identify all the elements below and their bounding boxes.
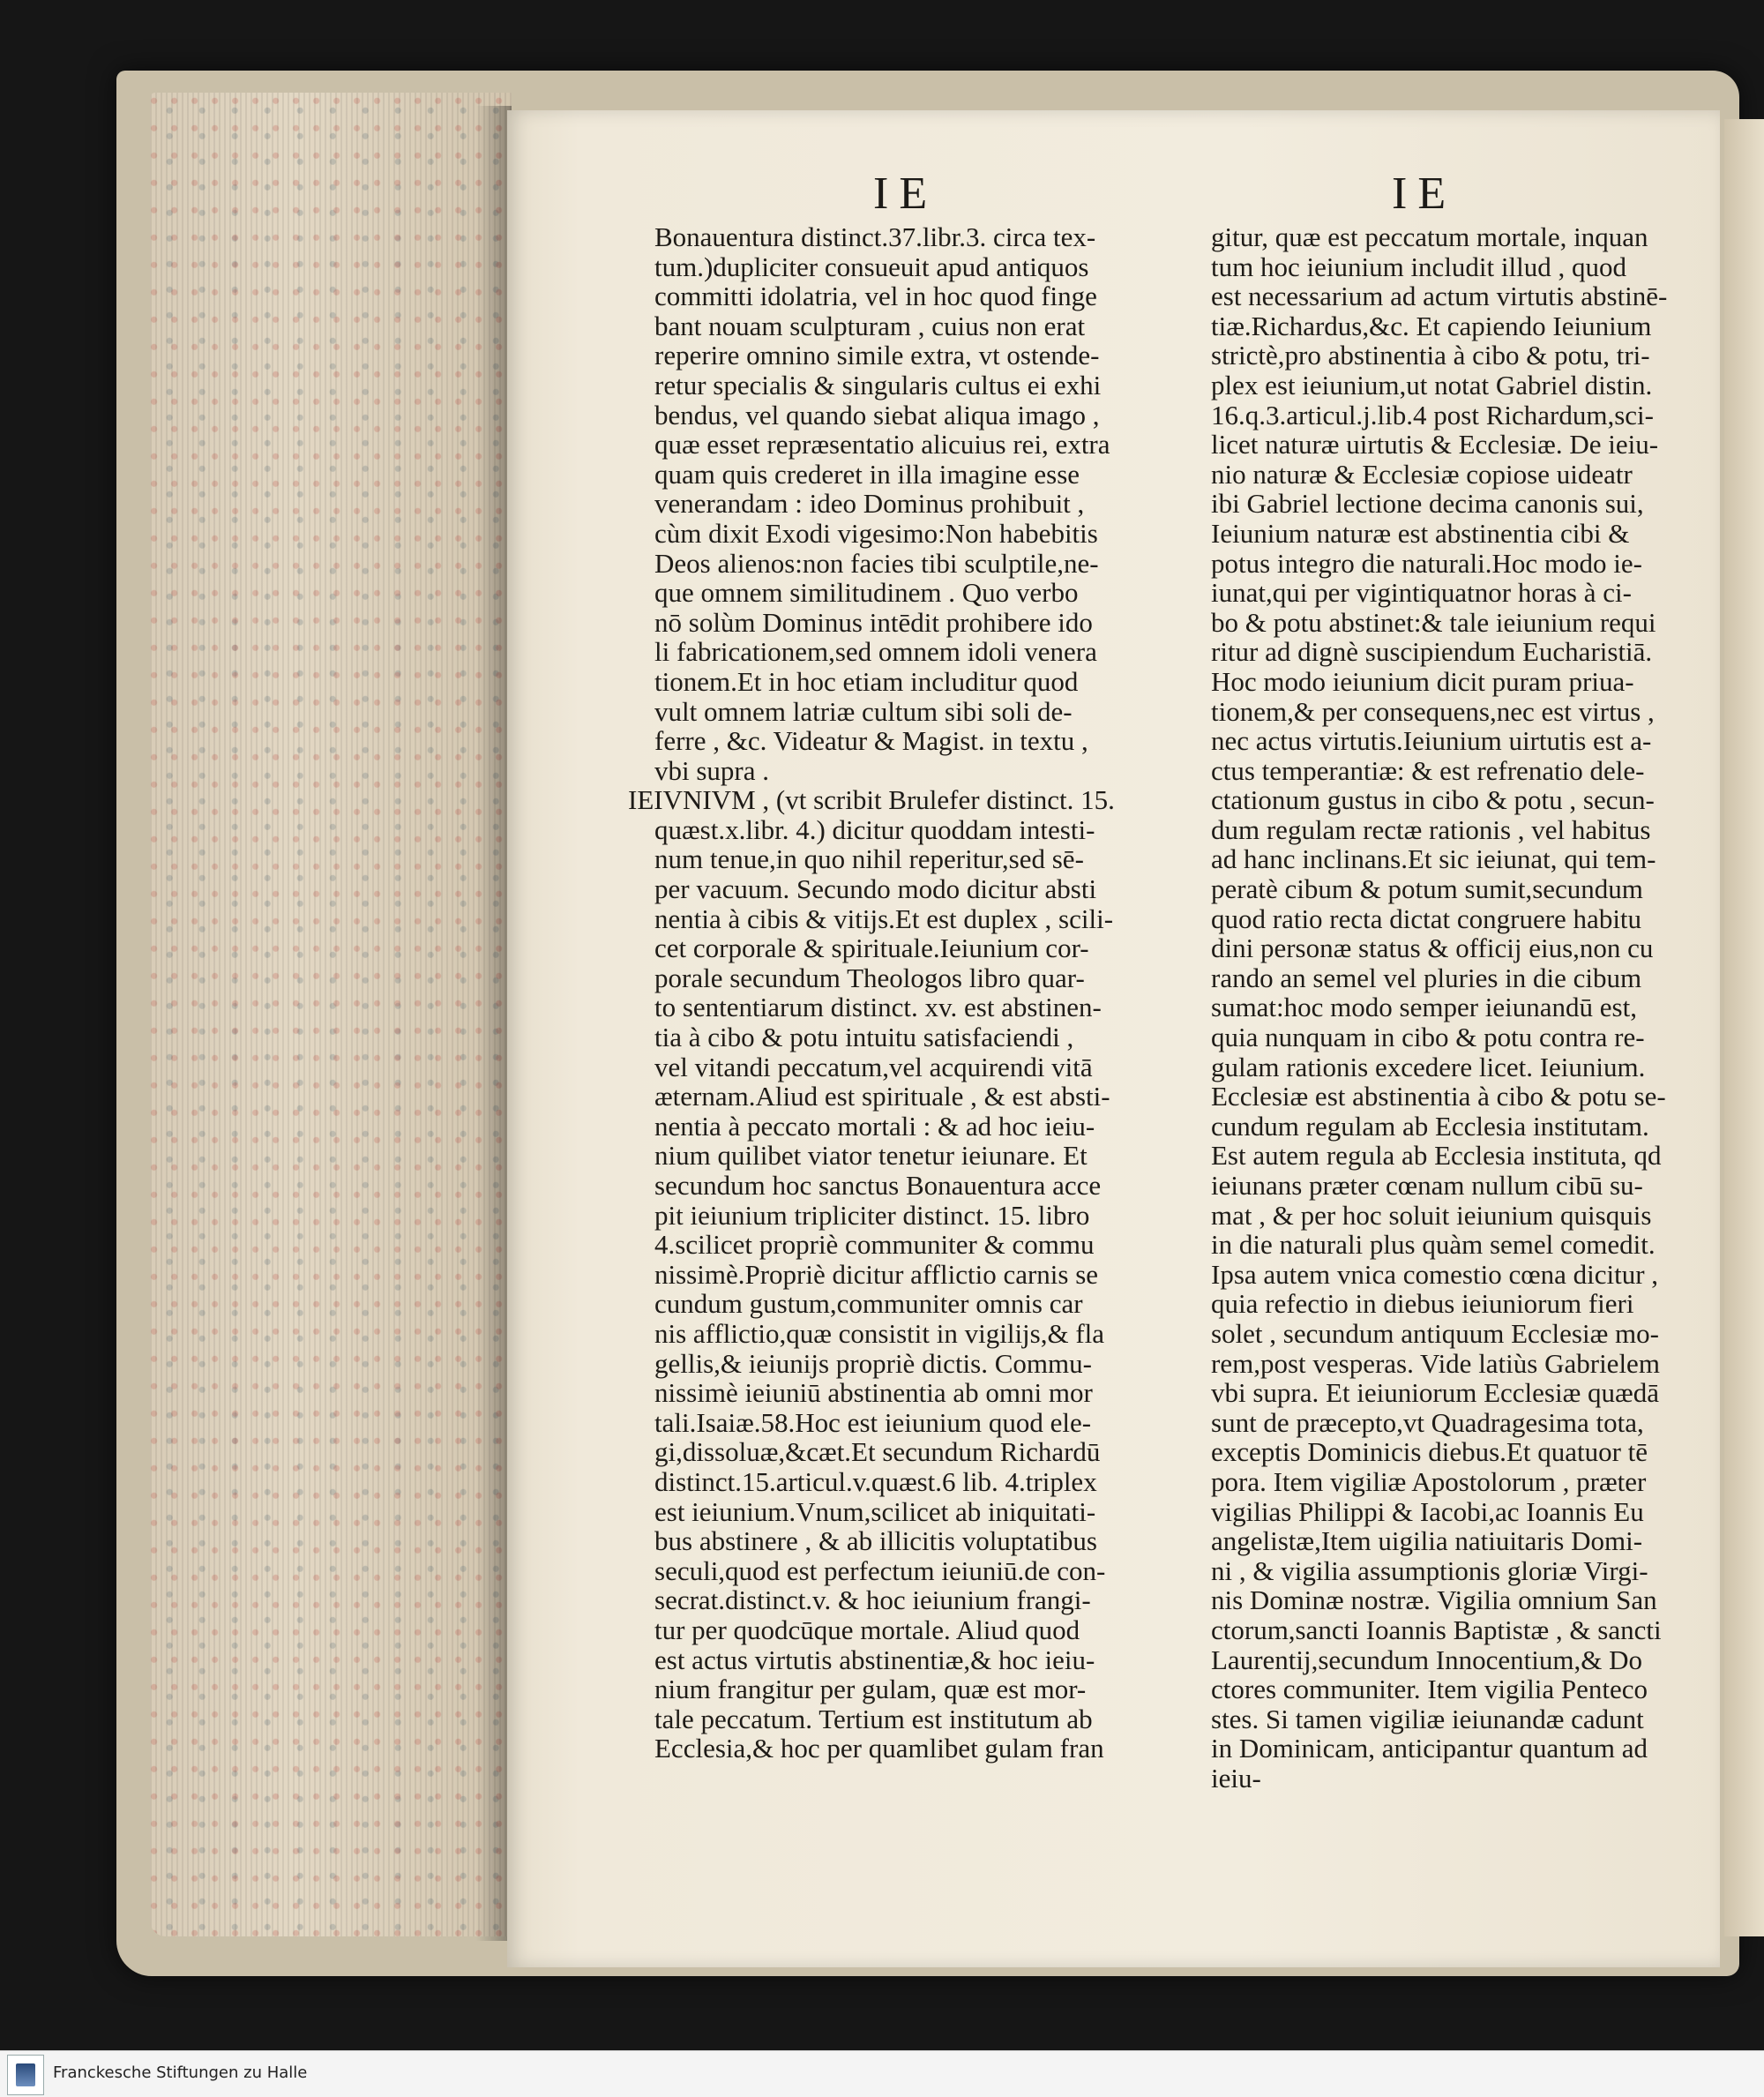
text-line: pit ieiunium tripliciter distinct. 15. libro xyxy=(654,1199,1090,1231)
text-line: nis Dominæ nostræ. Vigilia omnium San xyxy=(1211,1584,1657,1616)
text-line: quæst.x.libr. 4.) dicitur quoddam intesti- xyxy=(654,813,1095,845)
running-header-right: IE xyxy=(1392,169,1457,219)
text-line: Ipsa autem vnica comestio cœna dicitur , xyxy=(1211,1258,1659,1290)
text-line: tionem.Et in hoc etiam includitur quod xyxy=(654,665,1079,697)
text-line: est ieiunium.Vnum,scilicet ab iniquitati- xyxy=(654,1495,1096,1527)
text-line: to sententiarum distinct. xv. est abstinen- xyxy=(654,992,1102,1023)
text-line: gellis,& ieiunijs propriè dictis. Commu- xyxy=(654,1347,1092,1379)
text-line: tionem,& per consequens,nec est virtus , xyxy=(1211,695,1655,727)
text-line: potus integro die naturali.Hoc modo ie- xyxy=(1211,547,1642,579)
text-line: reperire omnino simile extra, vt ostende- xyxy=(654,340,1100,371)
text-line: secundum hoc sanctus Bonauentura acce xyxy=(654,1170,1102,1201)
text-line: tum hoc ieiunium includit illud , quod xyxy=(1211,251,1626,282)
text-line: tur per quodcūque mortale. Aliud quod xyxy=(654,1614,1080,1645)
text-line: seculi,quod est perfectum ieiuniū.de con- xyxy=(654,1554,1106,1586)
text-line: tum.)dupliciter consueuit apud antiquos xyxy=(654,251,1089,282)
text-line: Ieiunium naturæ est abstinentia cibi & xyxy=(1211,517,1630,549)
text-line: ad hanc inclinans.Et sic ieiunat, qui tem- xyxy=(1211,843,1656,875)
text-line: bendus, vel quando siebat aliqua imago , xyxy=(654,399,1100,431)
text-line: cet corporale & spirituale.Ieiunium cor- xyxy=(654,932,1089,964)
text-line: secrat.distinct.v. & hoc ieiunium frangi- xyxy=(654,1584,1091,1616)
text-line: solet , secundum antiquum Ecclesiæ mo- xyxy=(1211,1317,1659,1349)
text-line: Deos alienos:non facies tibi sculptile,ne- xyxy=(654,547,1099,579)
text-line: vbi supra . xyxy=(654,754,770,786)
text-line: est actus virtutis abstinentiæ,& hoc ieiu- xyxy=(654,1644,1095,1675)
text-line: sumat:hoc modo semper ieiunandū est, xyxy=(1211,992,1637,1023)
text-line: li fabricationem,sed omnem idoli venera xyxy=(654,636,1097,668)
viewer-footer xyxy=(0,2050,1764,2097)
text-line: Bonauentura distinct.37.libr.3. circa tex- xyxy=(654,221,1096,252)
running-header-left: IE xyxy=(873,169,938,219)
text-line: ieiu- xyxy=(1211,1762,1261,1794)
text-line: gi,dissoluæ,&cæt.Et secundum Richardū xyxy=(654,1436,1101,1468)
text-line: 4.scilicet propriè communiter & commu xyxy=(654,1229,1095,1261)
text-line: sunt de præcepto,vt Quadragesima tota, xyxy=(1211,1406,1644,1438)
text-line: 16.q.3.articul.j.lib.4 post Richardum,sci- xyxy=(1211,399,1654,431)
institution-name: Franckesche Stiftungen zu Halle xyxy=(53,2063,308,2082)
text-line: bo & potu abstinet:& tale ieiunium requi xyxy=(1211,606,1656,638)
text-line: ctus temperantiæ: & est refrenatio dele- xyxy=(1211,754,1645,786)
text-line: ni , & vigilia assumptionis gloriæ Virgi- xyxy=(1211,1554,1648,1586)
text-line: nentia à cibis & vitijs.Et est duplex , scili- xyxy=(654,902,1114,934)
text-line: bant nouam sculpturam , cuius non erat xyxy=(654,310,1086,341)
gutter-shadow xyxy=(476,106,512,1941)
text-line: nis afflictio,quæ consistit in vigilijs,& fla xyxy=(654,1317,1105,1349)
text-line: rando an semel vel pluries in die cibum xyxy=(1211,962,1642,993)
text-line: tali.Isaiæ.58.Hoc est ieiunium quod ele- xyxy=(654,1406,1092,1438)
text-line: ctationum gustus in cibo & potu , secun- xyxy=(1211,784,1655,816)
text-line: iunat,qui per vigintiquatnor horas à ci- xyxy=(1211,577,1632,609)
text-line: cùm dixit Exodi vigesimo:Non habebitis xyxy=(654,517,1098,549)
text-line: Ecclesiæ est abstinentia à cibo & potu se- xyxy=(1211,1081,1666,1112)
text-line: ieiunans præter cœnam nullum cibū su- xyxy=(1211,1170,1643,1201)
text-line: vult omnem latriæ cultum sibi soli de- xyxy=(654,695,1073,727)
text-line: in die naturali plus quàm semel comedit. xyxy=(1211,1229,1656,1261)
text-line: est necessarium ad actum virtutis abstinē- xyxy=(1211,281,1668,312)
text-line: plex est ieiunium,ut notat Gabriel distin. xyxy=(1211,369,1653,401)
text-line: que omnem similitudinem . Quo verbo xyxy=(654,577,1079,609)
text-line: venerandam : ideo Dominus prohibuit , xyxy=(654,488,1085,520)
text-column-right xyxy=(1211,222,1684,1793)
text-line: quod ratio recta dictat congruere habitu xyxy=(1211,902,1642,934)
facing-page-edge xyxy=(1724,119,1764,1936)
text-line: vigilias Philippi & Iacobi,ac Ioannis Eu xyxy=(1211,1495,1644,1527)
text-line: stes. Si tamen vigiliæ ieiunandæ cadunt xyxy=(1211,1703,1644,1734)
text-line: dini personæ status & officij eius,non cu xyxy=(1211,932,1654,964)
text-line: quia nunquam in cibo & potu contra re- xyxy=(1211,1022,1645,1053)
text-line: Hoc modo ieiunium dicit puram priua- xyxy=(1211,665,1634,697)
text-line: licet naturæ uirtutis & Ecclesiæ. De ieiu- xyxy=(1211,429,1659,461)
text-line: vbi supra. Et ieiuniorum Ecclesiæ quædā xyxy=(1211,1377,1659,1409)
text-line: porale secundum Theologos libro quar- xyxy=(654,962,1085,993)
text-line: peratè cibum & potum sumit,secundum xyxy=(1211,873,1643,905)
text-line: in Dominicam, anticipantur quantum ad xyxy=(1211,1733,1648,1764)
text-line: committi idolatria, vel in hoc quod finge xyxy=(654,281,1097,312)
text-line: nec actus virtutis.Ieiunium uirtutis est a- xyxy=(1211,725,1652,757)
text-line: exceptis Dominicis diebus.Et quatuor tē xyxy=(1211,1436,1648,1468)
text-line: cundum regulam ab Ecclesia institutam. xyxy=(1211,1110,1649,1142)
text-line: num tenue,in quo nihil reperitur,sed sē- xyxy=(654,843,1084,875)
text-line: tale peccatum. Tertium est institutum ab xyxy=(654,1703,1093,1734)
text-line: ibi Gabriel lectione decima canonis sui, xyxy=(1211,488,1644,520)
text-line: dum regulam rectæ rationis , vel habitus xyxy=(1211,813,1651,845)
text-line: quia refectio in diebus ieiuniorum fieri xyxy=(1211,1288,1634,1320)
text-line: nissimè ieiuniū abstinentia ab omni mor xyxy=(654,1377,1093,1409)
text-line: nium frangitur per gulam, quæ est mor- xyxy=(654,1674,1087,1705)
text-line: ctorum,sancti Ioannis Baptistæ , & sancti xyxy=(1211,1614,1662,1645)
text-line: pora. Item vigiliæ Apostolorum , præter xyxy=(1211,1465,1647,1497)
text-line: tia à cibo & potu intuitu satisfaciendi , xyxy=(654,1022,1074,1053)
text-line: tiæ.Richardus,&c. Et capiendo Ieiunium xyxy=(1211,310,1652,341)
text-line: ctores communiter. Item vigilia Penteco xyxy=(1211,1674,1648,1705)
page-edges xyxy=(150,93,512,1936)
text-line: angelistæ,Item uigilia natiuitaris Domi- xyxy=(1211,1525,1643,1557)
text-line: nentia à peccato mortali : & ad hoc ieiu- xyxy=(654,1110,1095,1142)
text-line: quam quis crederet in illa imagine esse xyxy=(654,458,1080,490)
text-line: nium quilibet viator tenetur ieiunare. Et xyxy=(654,1140,1088,1172)
text-line: IEIVNIVM , (vt scribit Brulefer distinct. 15. xyxy=(628,784,1115,816)
text-line: distinct.15.articul.v.quæst.6 lib. 4.triplex xyxy=(654,1465,1097,1497)
text-line: nō solùm Dominus intēdit prohibere ido xyxy=(654,606,1093,638)
text-line: ritur ad dignè suscipiendum Eucharistiā. xyxy=(1211,636,1653,668)
text-line: retur specialis & singularis cultus ei exhi xyxy=(654,369,1102,401)
text-line: rem,post vesperas. Vide latiùs Gabrielem xyxy=(1211,1347,1660,1379)
text-line: vel vitandi peccatum,vel acquirendi vitā xyxy=(654,1051,1093,1082)
text-line: æternam.Aliud est spirituale , & est absti- xyxy=(654,1081,1110,1112)
institution-logo-icon xyxy=(7,2055,44,2095)
text-line: Ecclesia,& hoc per quamlibet gulam fran xyxy=(654,1733,1104,1764)
text-line: nissimè.Propriè dicitur afflictio carnis se xyxy=(654,1258,1099,1290)
text-line: nio naturæ & Ecclesiæ copiose uideatr xyxy=(1211,458,1633,490)
text-line: strictè,pro abstinentia à cibo & potu, tri- xyxy=(1211,340,1650,371)
text-line: Laurentij,secundum Innocentium,& Do xyxy=(1211,1644,1642,1675)
text-line: per vacuum. Secundo modo dicitur absti xyxy=(654,873,1097,905)
text-line: gitur, quæ est peccatum mortale, inquan xyxy=(1211,221,1648,252)
text-line: gulam rationis excedere licet. Ieiunium. xyxy=(1211,1051,1646,1082)
text-line: bus abstinere , & ab illicitis voluptatibus xyxy=(654,1525,1097,1557)
text-line: Est autem regula ab Ecclesia instituta, qd xyxy=(1211,1140,1662,1172)
text-line: mat , & per hoc soluit ieiunium quisquis xyxy=(1211,1199,1652,1231)
text-column-left xyxy=(628,221,1184,1764)
text-line: cundum gustum,communiter omnis car xyxy=(654,1288,1083,1320)
text-line: ferre , &c. Videatur & Magist. in textu , xyxy=(654,725,1088,757)
text-line: quæ esset repræsentatio alicuius rei, extra xyxy=(654,429,1110,461)
